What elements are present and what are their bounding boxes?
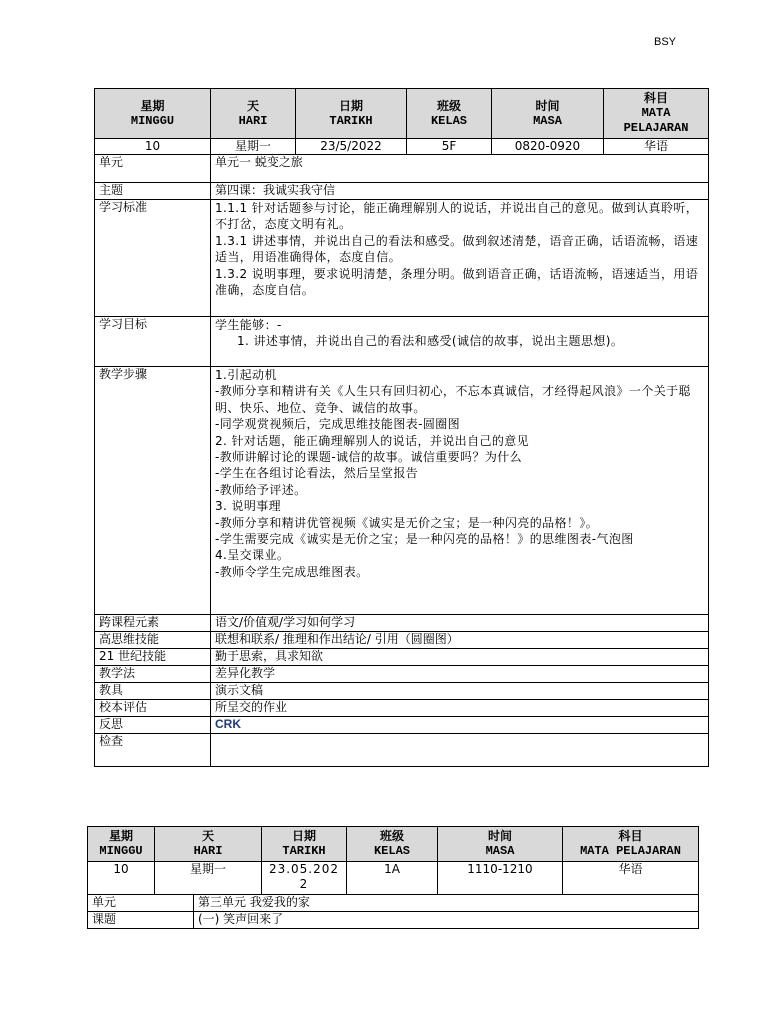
step-line: -教师分享和精讲优管视频《诚实是无价之宝；是一种闪亮的品格！》。 [215, 515, 599, 530]
header-kelas: 班级 KELAS [347, 827, 438, 862]
value-masa: 0820-0920 [492, 139, 604, 155]
header-hari: 天 HARI [211, 89, 296, 139]
label-teaching-steps: 教学步骤 [95, 367, 211, 615]
label-reflection: 反思 [95, 717, 211, 734]
header-kelas: 班级 KELAS [407, 89, 492, 139]
row-learning-objective [95, 317, 709, 367]
row-teaching-method [95, 666, 709, 683]
label-topic: 课题 [88, 912, 194, 929]
value-hots: 联想和联系/ 推理和作出结论/ 引用（圆圈图） [211, 632, 709, 649]
values-row [88, 862, 699, 895]
document-code: BSY [654, 36, 677, 48]
step-line: 2. 针对话题，能正确理解别人的说话，并说出自己的意见 [215, 433, 530, 448]
value-minggu: 10 [88, 862, 155, 895]
row-hots [95, 632, 709, 649]
value-reflection: CRK [211, 717, 709, 734]
header-row [95, 89, 709, 139]
label-hots: 高思维技能 [95, 632, 211, 649]
label-unit: 单元 [88, 895, 194, 912]
step-line: -学生在各组讨论看法，然后呈堂报告 [215, 466, 419, 481]
header-masa: 时间 MASA [492, 89, 604, 139]
step-line: 1.引起动机 [215, 368, 277, 382]
step-line: -教师分享和精讲有关《人生只有回归初心，不忘本真诚信，才经得起风浪》一个关于聪明、快乐、地位、竞争、诚信的故事。 [215, 384, 691, 415]
standard-item: 1.3.2 说明事理，要求说明清楚，条理分明。做到语音正确，话语流畅，语速适当，用语准确，态度自信。 [215, 266, 699, 298]
row-topic [95, 183, 709, 200]
row-learning-standard [95, 200, 709, 317]
value-cross-curricular: 语文/价值观/学习如何学习 [211, 615, 709, 632]
value-hari: 星期一 [211, 139, 296, 155]
value-teaching-steps [211, 367, 709, 615]
objective-intro: 学生能够：- [215, 318, 282, 332]
row-cross-curricular [95, 615, 709, 632]
header-tarikh: 日期 TARIKH [296, 89, 407, 139]
lesson-plan-table-2 [87, 826, 699, 929]
row-teaching-aids [95, 683, 709, 700]
row-assessment [95, 700, 709, 717]
values-row [95, 139, 709, 155]
header-minggu: 星期 MINGGU [88, 827, 155, 862]
value-mata-pelajaran: 华语 [604, 139, 709, 155]
value-hari: 星期一 [155, 862, 262, 895]
row-check [95, 734, 709, 767]
row-unit [88, 895, 699, 912]
step-line: -教师令学生完成思维图表。 [215, 564, 369, 579]
row-teaching-steps [95, 367, 709, 615]
step-line: -学生需要完成《诚实是无价之宝；是一种闪亮的品格！》的思维图表-气泡图 [215, 532, 634, 547]
value-learning-objective [211, 317, 709, 367]
step-line: 4.呈交课业。 [215, 548, 290, 563]
value-kelas: 5F [407, 139, 492, 155]
header-mata-pelajaran: 科目 MATA PELAJARAN [563, 827, 699, 862]
value-teaching-method: 差异化教学 [211, 666, 709, 683]
row-topic [88, 912, 699, 929]
step-line: 3. 说明事理 [215, 499, 282, 514]
value-topic: (一) 笑声回来了 [194, 912, 699, 929]
header-row [88, 827, 699, 862]
value-learning-standard [211, 200, 709, 317]
value-minggu: 10 [95, 139, 211, 155]
row-reflection [95, 717, 709, 734]
label-teaching-method: 教学法 [95, 666, 211, 683]
label-check: 检查 [95, 734, 211, 767]
value-teaching-aids: 演示文稿 [211, 683, 709, 700]
standard-item: 1.3.1 讲述事情，并说出自己的看法和感受。做到叙述清楚，语音正确，话语流畅，语速适当，用语准确得体，态度自信。 [215, 233, 699, 265]
value-21st-century-skills: 勤于思索，具求知欲 [211, 649, 709, 666]
header-masa: 时间 MASA [438, 827, 563, 862]
value-unit: 单元一 蜕变之旅 [211, 155, 709, 183]
value-assessment: 所呈交的作业 [211, 700, 709, 717]
label-cross-curricular: 跨课程元素 [95, 615, 211, 632]
label-learning-objective: 学习目标 [95, 317, 211, 367]
value-unit: 第三单元 我爱我的家 [194, 895, 699, 912]
step-line: -教师讲解讨论的课题-诚信的故事。诚信重要吗？为什么 [215, 450, 523, 465]
step-line: -教师给予评述。 [215, 482, 307, 497]
value-topic: 第四课：我诚实我守信 [211, 183, 709, 200]
label-assessment: 校本评估 [95, 700, 211, 717]
label-teaching-aids: 教具 [95, 683, 211, 700]
header-tarikh: 日期 TARIKH [262, 827, 347, 862]
value-kelas: 1A [347, 862, 438, 895]
value-tarikh: 23.05.2022 [262, 862, 347, 895]
row-21st-century-skills [95, 649, 709, 666]
value-check [211, 734, 709, 767]
value-tarikh: 23/5/2022 [296, 139, 407, 155]
label-learning-standard: 学习标准 [95, 200, 211, 317]
objective-item: 1. 讲述事情，并说出自己的看法和感受(诚信的故事，说出主题思想)。 [237, 334, 624, 349]
label-21st-century-skills: 21 世纪技能 [95, 649, 211, 666]
label-topic: 主题 [95, 183, 211, 200]
header-hari: 天 HARI [155, 827, 262, 862]
row-unit [95, 155, 709, 183]
label-unit: 单元 [95, 155, 211, 183]
lesson-plan-table-1 [94, 88, 709, 767]
header-mata-pelajaran: 科目 MATA PELAJARAN [604, 89, 709, 139]
header-minggu: 星期 MINGGU [95, 89, 211, 139]
value-masa: 1110-1210 [438, 862, 563, 895]
step-line: -同学观赏视频后，完成思维技能图表-圆圈图 [215, 417, 461, 432]
value-mata-pelajaran: 华语 [563, 862, 699, 895]
standard-item: 1.1.1 针对话题参与讨论，能正确理解别人的说话，并说出自己的意见。做到认真聆听，不打岔，态度文明有礼。 [215, 201, 699, 232]
